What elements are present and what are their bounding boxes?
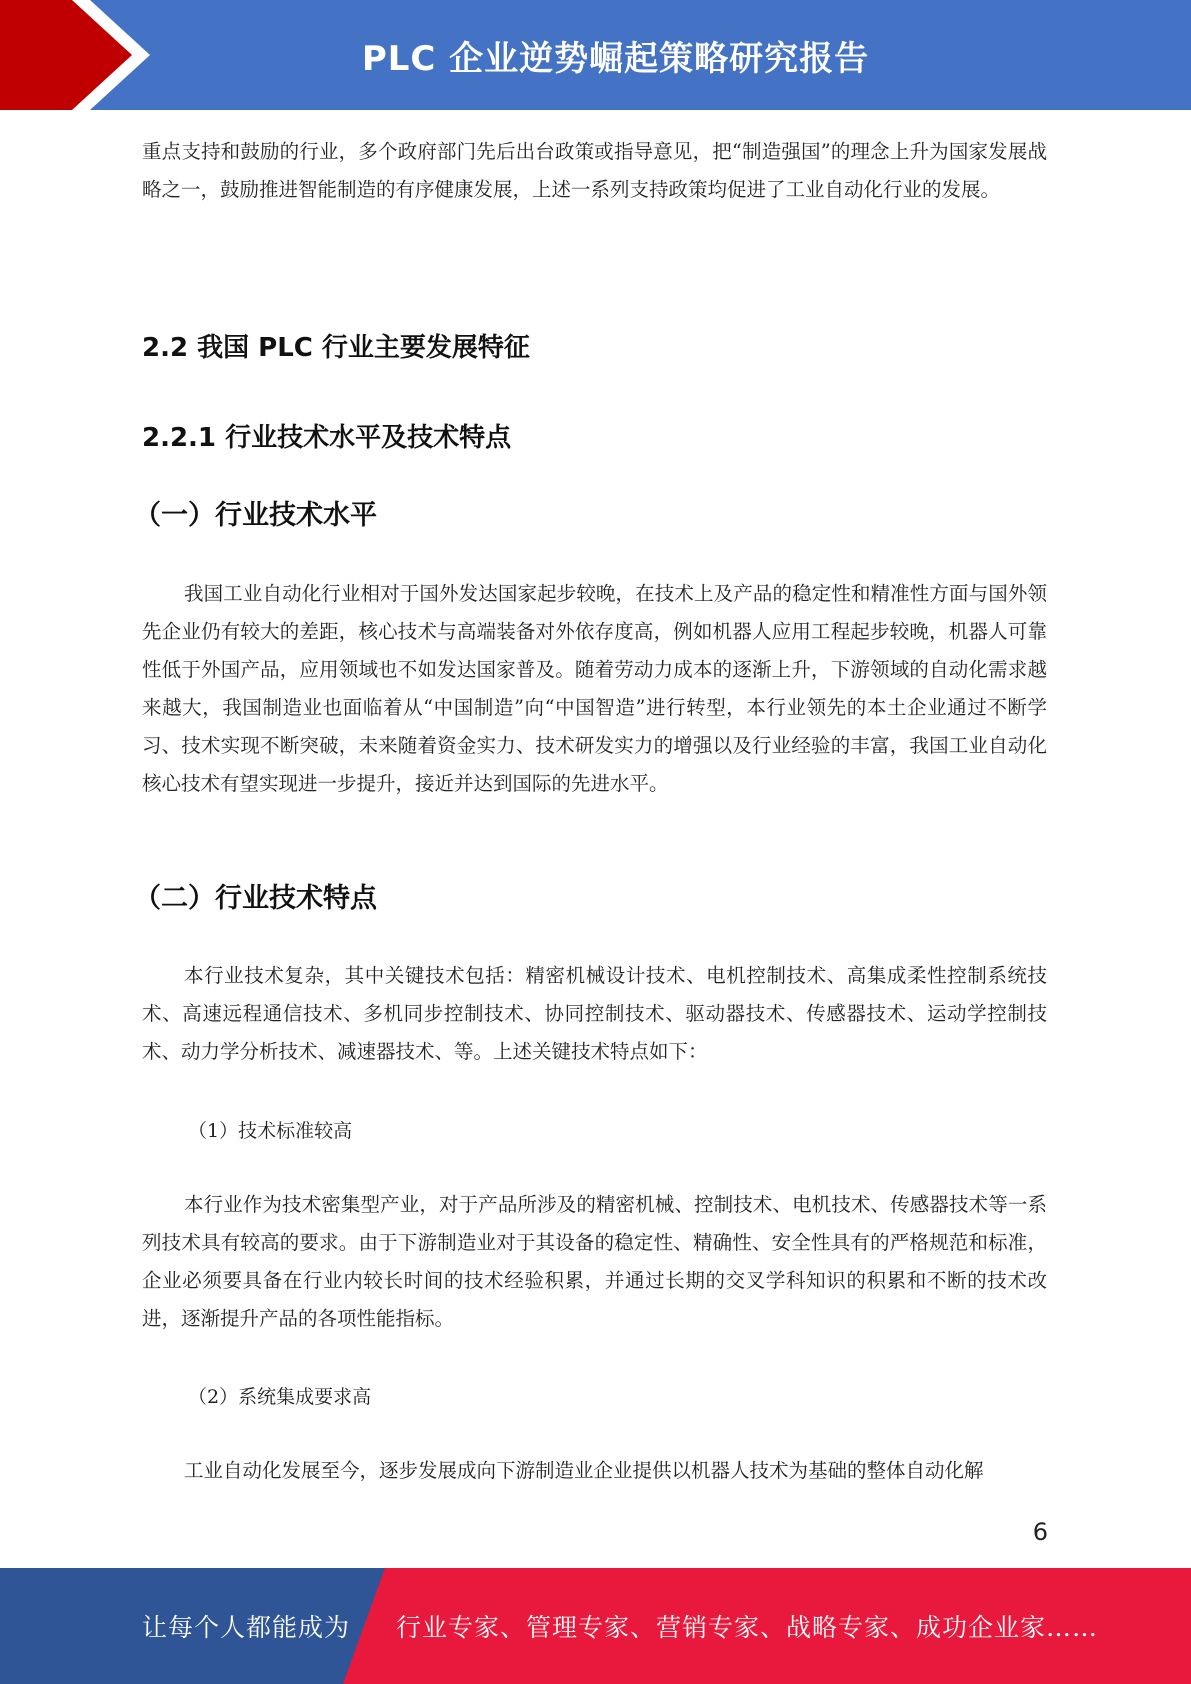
tech-level-paragraph: 我国工业自动化行业相对于国外发达国家起步较晚，在技术上及产品的稳定性和精准性方面与国外领先企业仍有较大的差距，核心技术与高端装备对外依存度高，例如机器人应用工程起步较晚，机器人可靠性低于外国产品，应用领域也不如发达国家普及。随着劳动力成本的逐渐上升，下游领域的自动化需求越来越大，我国制造业也面临着从“中国制造”向“中国智造”进行转型，本行业领先的本土企业通过不断学习、技术实现不断突破，未来随着资金实力、技术研发实力的增强以及行业经验的丰富，我国工业自动化核心技术有望实现进一步提升，接近并达到国际的先进水平。 [142,582,1047,795]
page-number: 6 [1032,1518,1048,1546]
footer-slogan-right: 行业专家、管理专家、营销专家、战略专家、成功企业家…… [396,1613,1099,1642]
footer-slogan-left: 让每个人都能成为 [142,1613,351,1642]
subheading-tech-level: （一）行业技术水平 [134,500,377,531]
report-title: PLC 企业逆势崛起策略研究报告 [361,38,870,79]
section-heading-2-2: 2.2 我国 PLC 行业主要发展特征 [142,333,530,363]
page-footer [0,1568,1191,1684]
subheading-tech-features: （二）行业技术特点 [134,883,377,914]
tech-features-paragraph: 本行业技术复杂，其中关键技术包括：精密机械设计技术、电机控制技术、高集成柔性控制系统技术、高速远程通信技术、多机同步控制技术、协同控制技术、驱动器技术、传感器技术、运动学控制技术、动力学分析技术、减速器技术、等。上述关键技术特点如下： [142,964,1047,1063]
item-2-paragraph: 工业自动化发展至今，逐步发展成向下游制造业企业提供以机器人技术为基础的整体自动化解 [184,1459,984,1482]
list-item-2-label: （2）系统集成要求高 [188,1386,372,1408]
intro-paragraph: 重点支持和鼓励的行业，多个政府部门先后出台政策或指导意见，把“制造强国”的理念上升为国家发展战略之一，鼓励推进智能制造的有序健康发展，上述一系列支持政策均促进了工业自动化行业的发展。 [142,140,1047,201]
list-item-1-label: （1）技术标准较高 [188,1120,353,1142]
page-header [0,0,1191,110]
section-heading-2-2-1: 2.2.1 行业技术水平及技术特点 [142,423,512,453]
item-1-paragraph: 本行业作为技术密集型产业，对于产品所涉及的精密机械、控制技术、电机技术、传感器技术等一系列技术具有较高的要求。由于下游制造业对于其设备的稳定性、精确性、安全性具有的严格规范和标准，企业必须要具备在行业内较长时间的技术经验积累，并通过长期的交叉学科知识的积累和不断的技术改进，逐渐提升产品的各项性能指标。 [142,1193,1047,1330]
